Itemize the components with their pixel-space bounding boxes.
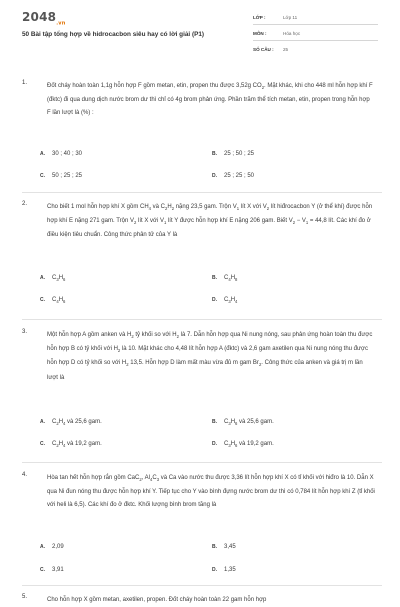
question-text: Cho biết 1 mol hỗn hợp khí X gồm $CH_4$ và $C_2H_2$ nặng 23,5 gam. Trộn $V_1$ lít X với $V_2$ lít hiđrocacbon Y (ở thể khí) được hỗn hợp khí E nặng 271 gam. Trộn $V_2$ lít X với $V_1$ lít Y được hỗn hợp khí E nặng 206 gam. Biết $V_2 - V_1 = 44,8$ lít. Các khí đo ở điều kiện tiêu chuẩn. Công thức phân tử của Y là [47, 204, 373, 239]
question-text: Hòa tan hết hỗn hợp rắn gồm CaC$_2$, $Al_4C_3$ và Ca vào nước thu được 3,36 lít hỗn hợp khí X có tỉ khối với hiđro là 10. Dẫn X qua Ni đun nóng thu được hỗn hợp khí Y. Tiếp tục cho Y vào bình đựng nước brom dư thì có 0,784 lít hỗn hợp khí Z (tỉ khối với heli là 6,5). Các khí đo ở đktc. Khối lượng bình brom tăng là [47, 475, 375, 509]
option-d[interactable]: D. $C_3H_4$ [212, 297, 238, 305]
meta-subject: MÔN : Hóa học [253, 31, 301, 36]
option-b[interactable]: B. $C_3H_6$ và 25,6 gam. [212, 419, 274, 427]
meta-class: LỚP : Lớp 11 [253, 15, 298, 20]
option-c[interactable]: C. 50 ; 25 ; 25 [40, 173, 83, 179]
question-number: 4. [22, 472, 28, 478]
option-b[interactable]: B. 25 ; 50 ; 25 [212, 151, 255, 157]
question-separator [22, 319, 382, 320]
question-separator [22, 585, 382, 586]
site-logo[interactable]: $2048_{.vn}$ [22, 10, 66, 27]
question-number: 5. [22, 594, 28, 600]
option-b[interactable]: B. 3,45 [212, 544, 236, 550]
option-a[interactable]: A. 2,09 [40, 544, 64, 550]
option-c[interactable]: C. 3,91 [40, 567, 64, 573]
option-a[interactable]: A. 30 ; 40 ; 30 [40, 151, 83, 157]
divider [253, 40, 378, 41]
option-c[interactable]: C. $C_4H_6$ [40, 297, 66, 305]
question-number: 3. [22, 329, 28, 335]
option-a[interactable]: A. $C_3H_6$ [40, 275, 66, 283]
question-separator [22, 192, 382, 193]
question-text: Đốt cháy hoàn toàn 1,1g hỗn hợp F gồm metan, etin, propen thu được 3,52g $CO_2$. Mặt khác, khi cho 448 ml hỗn hợp khí F (đktc) đi qua dung dịch nước brom dư thì chỉ có 4g brom phản ứng. Phần trăm thể tích metan, etin, propen trong hỗn hợp F lần lượt là (%) : [47, 83, 373, 117]
page-title: 50 Bài tập tổng hợp về hidrocacbon siêu hay có lời giải (P1) [22, 31, 205, 38]
question-separator [22, 462, 382, 463]
divider [253, 24, 378, 25]
option-b[interactable]: B. $C_4H_8$ [212, 275, 238, 283]
question-text: Một hỗn hợp A gồm anken và $H_2$ tỷ khối so với $H_2$ là 7. Dẫn hỗn hợp qua Ni nung nóng, sau phản ứng hoàn toàn thu được hỗn hợp B có tỷ khối với $H_2$ là 10. Mặt khác cho 4,48 lít hỗn hợp A (đktc) và 2,6 gam axetilen qua Ni nung nóng thu được hỗn hợp D có tỷ khối so với $H_2$ 13,5. Hỗn hợp D làm mất màu vừa đủ m gam $Br_2$. Công thức của anken và giá trị m lần lượt là [47, 332, 373, 381]
option-c[interactable]: C. $C_2H_4$ và 19,2 gam. [40, 441, 102, 449]
question-number: 1. [22, 80, 28, 86]
option-d[interactable]: D. $C_3H_6$ và 19,2 gam. [212, 441, 274, 449]
question-number: 2. [22, 201, 28, 207]
option-d[interactable]: D. 1,35 [212, 567, 236, 573]
meta-count: SỐ CÂU : 25 [253, 47, 289, 52]
question-text: Cho hỗn hợp X gồm metan, axetilen, propen. Đốt cháy hoàn toàn 22 gam hỗn hợp [47, 597, 267, 603]
option-d[interactable]: D. 25 ; 25 ; 50 [212, 173, 255, 179]
document-header [0, 0, 400, 60]
option-a[interactable]: A. $C_2H_4$ và 25,6 gam. [40, 419, 102, 427]
